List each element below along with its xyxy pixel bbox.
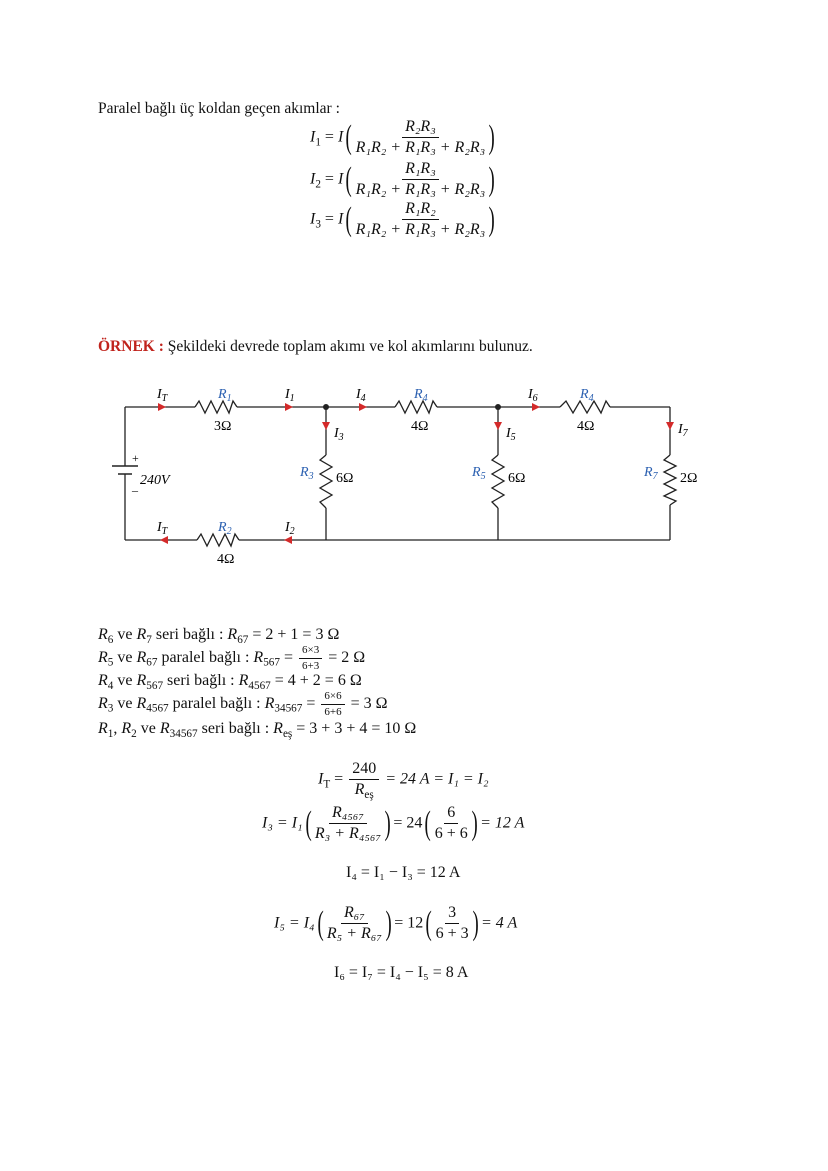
arrow-i6 — [532, 403, 540, 411]
node-dot — [495, 404, 501, 410]
formula-i1: $I_1 = I$ ( $\frac{\text{R₂R₃}}{\text{R₁R₂ + R₁R₃ + R₂R₃}}$ ) — [310, 118, 495, 157]
resistor-r2 — [197, 534, 239, 546]
source-voltage: 240V — [140, 473, 170, 488]
example-text: Şekildeki devrede toplam akımı ve kol akımlarını bulunuz. — [167, 338, 533, 355]
example-label: ÖRNEK : — [98, 338, 164, 355]
result-i4: I₄ = I₁ − I₃ = 12 A — [346, 864, 461, 881]
label-i2: $I_2$ — [285, 520, 295, 537]
value-r4a: 4Ω — [411, 419, 429, 434]
node-dot — [323, 404, 329, 410]
label-i7: $I_7$ — [678, 422, 688, 439]
step-1: $R_6$ ve $R_7$ seri bağlı : $R_{67} = 2 + 1 = 3$ Ω — [98, 626, 340, 646]
step-4: $R_3$ ve $R_{4567}$ paralel bağlı : $R_{34567}$ = $\frac{6\times 6}{6+6}$ = 3 Ω — [98, 690, 388, 718]
arrow-i3 — [322, 422, 330, 430]
label-r1: $R_1$ — [218, 387, 232, 404]
resistor-r3 — [320, 455, 332, 508]
battery — [112, 466, 138, 474]
resistor-r4a — [395, 401, 437, 413]
example-heading — [98, 338, 533, 356]
arrow-i5 — [494, 422, 502, 430]
resistor-r5 — [492, 455, 504, 508]
value-r5: 6Ω — [508, 471, 526, 486]
resistor-r4b — [560, 401, 610, 413]
label-r4b: $R_4$ — [580, 387, 594, 404]
value-r4b: 4Ω — [577, 419, 595, 434]
arrow-i4 — [359, 403, 367, 411]
result-it: $I_T$ = $\frac{240}{R_{eş}}$ = 24 A = I₁ = I₂ — [318, 760, 489, 802]
source-minus: _ — [132, 479, 138, 493]
arrow-it-bot — [160, 536, 168, 544]
formula-i3: $I_3 = I$ ( $\frac{\text{R₁R₂}}{\text{R₁R₂ + R₁R₃ + R₂R₃}}$ ) — [310, 200, 495, 239]
arrow-it-top — [158, 403, 166, 411]
label-i4: $I_4$ — [356, 387, 366, 404]
value-r1: 3Ω — [214, 419, 232, 434]
source-plus: + — [132, 451, 139, 465]
label-r7: $R_7$ — [644, 465, 658, 482]
result-i6: I₆ = I₇ = I₄ − I₅ = 8 A — [334, 964, 469, 981]
label-i3: $I_3$ — [334, 426, 344, 443]
step-5: $R_1$, $R_2$ ve $R_{34567}$ seri bağlı : $R_{eş} = 3 + 3 + 4 = 10$ Ω — [98, 720, 417, 740]
label-r3: $R_3$ — [300, 465, 314, 482]
label-it-top: $I_T$ — [157, 387, 168, 404]
result-i5: I₅ = I₄ ( $\frac{\text{R₆₇}}{\text{R₅ + R₆₇}}$ ) = 12 ( $\frac{3}{6 + 3}$ ) = 4 A — [274, 904, 518, 943]
label-i6: $I_6$ — [528, 387, 538, 404]
arrow-i7 — [666, 422, 674, 430]
label-it-bot: $I_T$ — [157, 520, 168, 537]
label-r2: $R_2$ — [218, 520, 232, 537]
label-r4a: $R_4$ — [414, 387, 428, 404]
step-3: $R_4$ ve $R_{567}$ seri bağlı : $R_{4567} = 4 + 2 = 6$ Ω — [98, 672, 362, 692]
resistor-r7 — [664, 455, 676, 505]
formula-i2: $I_2 = I$ ( $\frac{\text{R₁R₃}}{\text{R₁R₂ + R₁R₃ + R₂R₃}}$ ) — [310, 160, 495, 199]
value-r7: 2Ω — [680, 471, 698, 486]
intro-text: Paralel bağlı üç koldan geçen akımlar : — [98, 100, 340, 117]
label-i5: $I_5$ — [506, 426, 516, 443]
step-2: $R_5$ ve $R_{67}$ paralel bağlı : $R_{567}$ = $\frac{6\times 3}{6+3}$ = 2 Ω — [98, 644, 366, 672]
result-i3: I₃ = I₁ ( $\frac{\text{R₄₅₆₇}}{\text{R₃ + R₄₅₆₇}}$ ) = 24 ( $\frac{6}{6 + 6}$ ) = 12 A — [262, 804, 525, 843]
label-i1: $I_1$ — [285, 387, 295, 404]
value-r3: 6Ω — [336, 471, 354, 486]
arrow-i1 — [285, 403, 293, 411]
arrow-i2 — [284, 536, 292, 544]
circuit-diagram — [0, 370, 828, 570]
value-r2: 4Ω — [217, 552, 235, 567]
label-r5: $R_5$ — [472, 465, 486, 482]
